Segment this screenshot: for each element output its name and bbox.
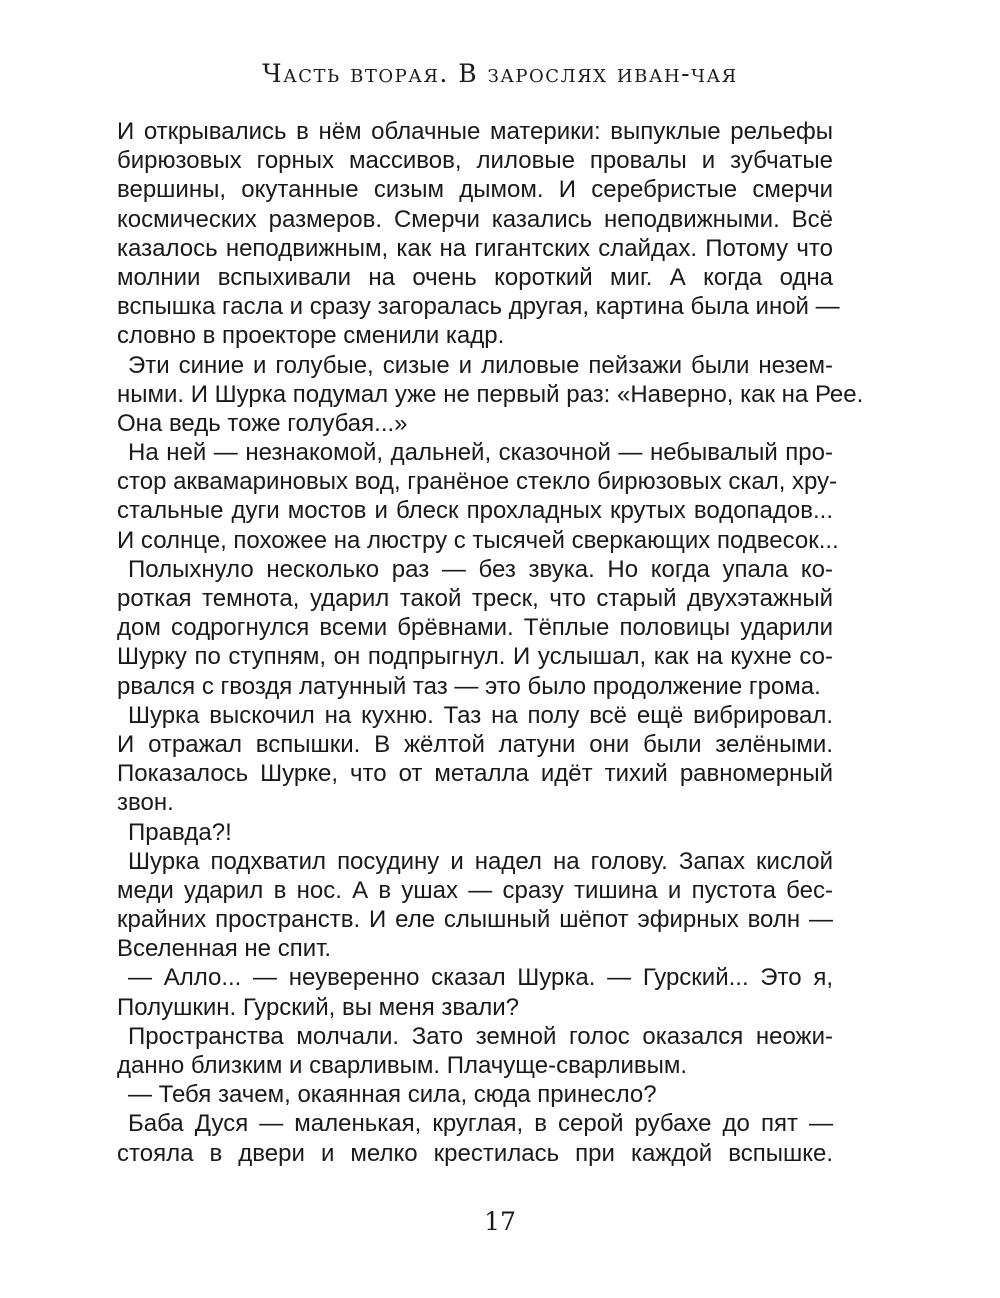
running-head: Часть вторая. В зарослях иван-чая — [262, 59, 738, 88]
text-line: бирюзовых горных массивов, лиловые провалы и зубчатые — [117, 147, 833, 175]
text-line: казалось неподвижным, как на гигантских слайдах. Потому что — [117, 234, 833, 262]
text-line: роткая темнота, ударил такой треск, что старый двухэтажный — [117, 585, 833, 612]
text-line: — Алло... — неуверенно сказал Шурка. — Гурский... Это я, — [128, 964, 833, 992]
text-line: данно близким и сварливым. Плачуще-сварливым. — [117, 1052, 688, 1079]
text-line: стор аквамариновых вод, гранёное стекло бирюзовых скал, хру- — [117, 468, 838, 496]
text-line: молнии вспыхивали на очень короткий миг. А когда одна — [117, 263, 833, 291]
text-line: Шурка подхватил посудину и надел на голову. Запах кислой — [128, 847, 833, 875]
text-line: Она ведь тоже голубая...» — [117, 409, 408, 437]
text-line: Правда?! — [128, 818, 232, 846]
text-line: звон. — [117, 789, 174, 817]
text-line: Баба Дуся — маленькая, круглая, в серой рубахе до пят — — [128, 1110, 833, 1138]
text-line: Пространства молчали. Зато земной голос оказался неожи- — [128, 1022, 833, 1050]
text-line: И отражал вспышки. В жёлтой латуни они были зелёными. — [117, 730, 833, 758]
text-line: Шурка выскочил на кухню. Таз на полу всё ещё вибрировал. — [128, 701, 833, 729]
text-line: И открывались в нём облачные материки: выпуклые рельефы — [117, 118, 833, 145]
text-line: крайних пространств. И еле слышный шёпот эфирных волн — — [117, 906, 833, 934]
text-line: стояла в двери и мелко крестилась при каждой вспышке. — [117, 1139, 833, 1167]
text-line: космических размеров. Смерчи казались неподвижными. Всё — [117, 205, 833, 233]
page-number: 17 — [484, 1207, 516, 1236]
text-line: рвался с гвоздя латунный таз — это было продолжение грома. — [117, 672, 821, 700]
text-line: И солнце, похожее на люстру с тысячей сверкающих подвесок... — [117, 526, 839, 554]
text-line: дом содрогнулся всеми брёвнами. Тёплые половицы ударили — [117, 614, 833, 642]
text-line: стальные дуги мостов и блеск прохладных крутых водопадов... — [117, 497, 833, 525]
text-line: Полыхнуло несколько раз — без звука. Но когда упала ко- — [128, 555, 833, 583]
text-line: Показалось Шурке, что от металла идёт тихий равномерный — [117, 760, 833, 788]
text-line: словно в проекторе сменили кадр. — [117, 322, 505, 350]
text-line: вспышка гасла и сразу загоралась другая, картина была иной — — [117, 293, 840, 321]
text-line: На ней — незнакомой, дальней, сказочной — небывалый про- — [128, 439, 833, 467]
text-line: Шурку по ступням, он подпрыгнул. И услышал, как на кухне со- — [117, 643, 833, 671]
text-line: Эти синие и голубые, сизые и лиловые пейзажи были незем- — [128, 351, 833, 379]
text-line: Вселенная не спит. — [117, 935, 332, 963]
text-line: меди ударил в нос. А в ушах — сразу тишина и пустота бес- — [117, 876, 833, 904]
body-text — [117, 117, 864, 1168]
text-line: вершины, окутанные сизым дымом. И серебристые смерчи — [117, 176, 833, 204]
text-line: Полушкин. Гурский, вы меня звали? — [117, 993, 519, 1021]
text-line: — Тебя зачем, окаянная сила, сюда принесло? — [128, 1081, 657, 1109]
text-line: ными. И Шурка подумал уже не первый раз: «Наверно, как на Рее. — [117, 380, 864, 408]
